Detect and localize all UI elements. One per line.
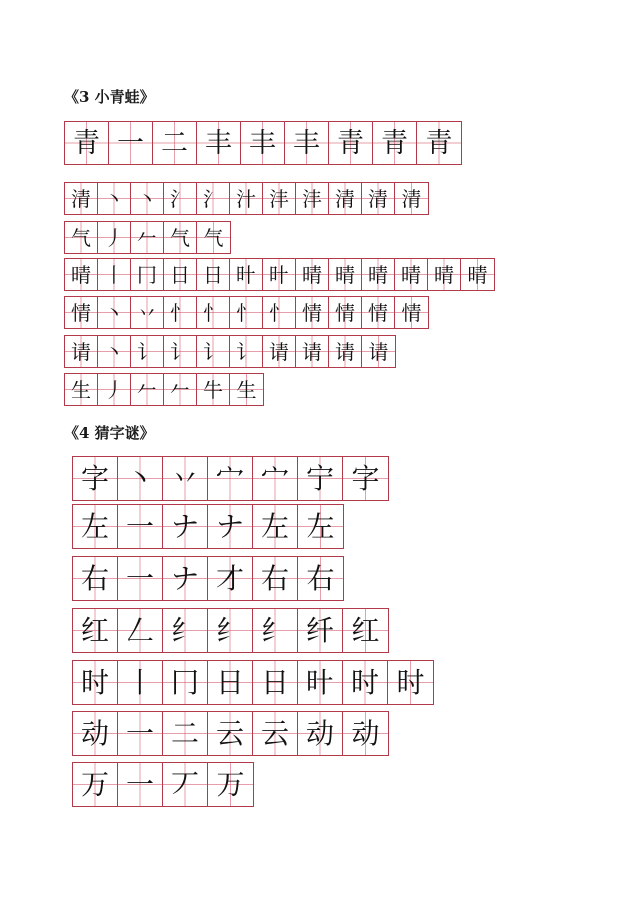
stroke-step-text: 丶 <box>104 300 124 325</box>
stroke-step-text: 丆 <box>170 767 199 801</box>
stroke-step-text: 生 <box>236 377 257 402</box>
stroke-step-text: 请 <box>368 339 389 364</box>
stroke-step-cell <box>208 763 253 806</box>
stroke-step-cell <box>373 122 417 164</box>
stroke-step-cell <box>253 505 298 548</box>
character-cell <box>65 297 98 328</box>
stroke-step-text: 旪 <box>305 665 334 699</box>
character-cell <box>65 222 98 253</box>
stroke-step-text: 青 <box>425 127 453 159</box>
stroke-step-cell <box>362 259 395 290</box>
stroke-step-text: 丰 <box>205 127 232 159</box>
stroke-step-cell <box>395 183 428 214</box>
stroke-step-text: 氵 <box>203 186 223 211</box>
stroke-step-cell <box>298 457 343 500</box>
stroke-step-cell <box>388 661 433 704</box>
stroke-step-text: 忄 <box>236 300 256 325</box>
stroke-step-cell <box>208 505 253 548</box>
stroke-step-cell <box>263 259 296 290</box>
stroke-step-text: 晴 <box>302 262 322 287</box>
stroke-step-cell <box>163 457 208 500</box>
character-cell <box>65 122 109 164</box>
stroke-step-cell <box>329 122 373 164</box>
stroke-step-cell <box>163 763 208 806</box>
stroke-order-row <box>64 182 429 215</box>
stroke-step-cell <box>329 183 362 214</box>
stroke-step-text: 云 <box>215 716 244 750</box>
stroke-order-row <box>72 504 344 549</box>
stroke-step-cell <box>197 183 230 214</box>
stroke-step-text: 时 <box>350 665 379 699</box>
stroke-step-cell <box>395 259 428 290</box>
stroke-step-cell <box>118 712 163 755</box>
stroke-step-text: 晴 <box>467 262 488 287</box>
stroke-step-text: 宀 <box>215 461 244 495</box>
character-text: 字 <box>80 461 109 495</box>
stroke-step-cell <box>298 505 343 548</box>
stroke-step-cell <box>98 259 131 290</box>
stroke-step-text: 丨 <box>104 262 124 287</box>
stroke-step-text: 一 <box>125 561 154 595</box>
stroke-order-row <box>72 456 389 501</box>
stroke-step-cell <box>164 222 197 253</box>
stroke-step-cell <box>343 457 388 500</box>
stroke-step-text: 丶 <box>125 461 154 495</box>
stroke-step-cell <box>153 122 197 164</box>
stroke-step-cell <box>98 297 131 328</box>
stroke-step-text: 冂 <box>170 665 199 699</box>
stroke-step-text: 清 <box>401 186 422 211</box>
stroke-step-cell <box>131 259 164 290</box>
stroke-step-cell <box>230 259 263 290</box>
stroke-step-cell <box>253 661 298 704</box>
stroke-step-cell <box>253 712 298 755</box>
stroke-step-text: 情 <box>401 300 422 325</box>
stroke-step-text: 二 <box>170 716 199 750</box>
character-cell <box>65 374 98 405</box>
stroke-step-cell <box>164 259 197 290</box>
stroke-step-cell <box>343 609 388 652</box>
stroke-step-cell <box>343 661 388 704</box>
stroke-step-cell <box>197 374 230 405</box>
stroke-step-text: 字 <box>351 461 380 495</box>
stroke-step-text: 丶 <box>104 339 124 364</box>
stroke-step-text: 丶 <box>137 186 157 211</box>
stroke-step-text: ナ <box>215 509 244 543</box>
stroke-step-text: 清 <box>335 186 355 211</box>
stroke-step-cell <box>208 557 253 600</box>
stroke-step-cell <box>163 505 208 548</box>
stroke-step-cell <box>296 297 329 328</box>
stroke-order-row <box>64 121 462 165</box>
stroke-step-text: 丨 <box>125 665 154 699</box>
stroke-step-cell <box>298 661 343 704</box>
stroke-step-cell <box>98 336 131 367</box>
stroke-step-cell <box>109 122 153 164</box>
stroke-step-cell <box>131 374 164 405</box>
stroke-step-cell <box>343 712 388 755</box>
character-cell <box>73 661 118 704</box>
stroke-step-text: 日 <box>203 262 223 287</box>
section-title: 《4 猜字谜》 <box>64 424 155 442</box>
stroke-step-text: 右 <box>260 561 289 595</box>
stroke-step-cell <box>230 374 263 405</box>
stroke-step-cell <box>164 183 197 214</box>
character-text: 左 <box>80 509 109 543</box>
stroke-step-cell <box>298 712 343 755</box>
stroke-step-cell <box>329 297 362 328</box>
character-cell <box>73 712 118 755</box>
stroke-step-text: 沣 <box>302 186 322 211</box>
character-cell <box>73 609 118 652</box>
character-text: 动 <box>80 716 109 750</box>
stroke-step-text: 宁 <box>305 461 334 495</box>
character-text: 晴 <box>71 262 91 287</box>
stroke-step-text: 二 <box>161 127 188 159</box>
stroke-step-cell <box>296 183 329 214</box>
stroke-step-text: 日 <box>170 262 190 287</box>
stroke-step-text: 牛 <box>203 377 223 402</box>
character-text: 万 <box>80 767 109 801</box>
stroke-step-cell <box>118 505 163 548</box>
stroke-step-cell <box>208 457 253 500</box>
stroke-step-text: 丷 <box>170 461 199 495</box>
stroke-step-cell <box>362 183 395 214</box>
stroke-step-text: 青 <box>381 127 408 159</box>
stroke-step-text: 冂 <box>137 262 157 287</box>
character-text: 红 <box>80 613 109 647</box>
stroke-step-cell <box>329 259 362 290</box>
stroke-step-cell <box>131 222 164 253</box>
stroke-step-cell <box>329 336 362 367</box>
character-cell <box>73 505 118 548</box>
stroke-step-cell <box>164 374 197 405</box>
character-text: 青 <box>73 127 100 159</box>
stroke-step-text: 氵 <box>170 186 190 211</box>
stroke-step-text: 讠 <box>203 339 223 364</box>
stroke-step-cell <box>208 661 253 704</box>
stroke-step-text: 右 <box>306 561 335 595</box>
stroke-step-text: 红 <box>351 613 380 647</box>
stroke-step-cell <box>163 609 208 652</box>
stroke-step-cell <box>417 122 461 164</box>
stroke-step-text: 丷 <box>137 300 157 325</box>
stroke-order-row <box>72 608 389 653</box>
stroke-step-text: 一 <box>125 767 154 801</box>
stroke-step-text: 丿 <box>104 377 124 402</box>
stroke-step-text: 请 <box>269 339 289 364</box>
stroke-step-text: 气 <box>203 225 224 250</box>
stroke-step-text: 日 <box>260 665 289 699</box>
stroke-step-text: 丿 <box>104 225 124 250</box>
stroke-step-cell <box>298 609 343 652</box>
stroke-step-cell <box>461 259 494 290</box>
stroke-step-text: 请 <box>302 339 322 364</box>
stroke-step-text: 青 <box>337 127 364 159</box>
stroke-step-text: 𠂉 <box>170 377 190 402</box>
character-cell <box>65 259 98 290</box>
stroke-step-text: ナ <box>170 509 199 543</box>
stroke-step-text: 纟 <box>260 613 289 647</box>
stroke-step-cell <box>131 297 164 328</box>
character-cell <box>65 183 98 214</box>
stroke-step-text: 旪 <box>269 262 289 287</box>
stroke-step-cell <box>263 183 296 214</box>
stroke-order-row <box>72 660 434 705</box>
stroke-step-text: 动 <box>351 716 380 750</box>
stroke-step-cell <box>118 557 163 600</box>
stroke-step-text: 情 <box>302 300 322 325</box>
stroke-step-text: 汁 <box>236 186 256 211</box>
stroke-step-cell <box>428 259 461 290</box>
stroke-step-text: 丶 <box>104 186 124 211</box>
stroke-step-cell <box>197 122 241 164</box>
stroke-order-row <box>72 556 344 601</box>
stroke-step-cell <box>362 336 395 367</box>
stroke-step-cell <box>197 259 230 290</box>
section-title: 《3 小青蛙》 <box>64 88 155 106</box>
stroke-step-text: 讠 <box>137 339 157 364</box>
stroke-step-text: 一 <box>125 716 154 750</box>
stroke-step-text: 云 <box>260 716 289 750</box>
character-text: 情 <box>71 300 91 325</box>
stroke-step-cell <box>118 763 163 806</box>
stroke-step-text: 纤 <box>305 613 334 647</box>
stroke-step-text: 𠂉 <box>137 225 157 250</box>
stroke-step-cell <box>197 222 230 253</box>
stroke-step-cell <box>98 183 131 214</box>
stroke-step-text: 纟 <box>215 613 244 647</box>
stroke-step-text: 情 <box>335 300 355 325</box>
stroke-order-row <box>64 221 231 254</box>
stroke-step-cell <box>163 712 208 755</box>
stroke-step-text: 一 <box>117 127 144 159</box>
stroke-step-text: 旪 <box>236 262 256 287</box>
stroke-step-cell <box>118 457 163 500</box>
stroke-step-cell <box>296 259 329 290</box>
character-cell <box>73 557 118 600</box>
stroke-order-row <box>64 258 495 291</box>
stroke-step-text: 晴 <box>434 262 454 287</box>
stroke-step-text: 气 <box>170 225 190 250</box>
stroke-step-cell <box>208 609 253 652</box>
character-text: 生 <box>71 377 91 402</box>
stroke-step-cell <box>98 374 131 405</box>
stroke-step-text: 丰 <box>293 127 320 159</box>
stroke-step-cell <box>230 297 263 328</box>
stroke-step-cell <box>253 557 298 600</box>
stroke-step-text: 才 <box>215 561 244 595</box>
character-cell <box>73 763 118 806</box>
stroke-step-text: 讠 <box>170 339 190 364</box>
stroke-step-cell <box>98 222 131 253</box>
stroke-step-cell <box>164 297 197 328</box>
stroke-step-cell <box>131 336 164 367</box>
stroke-step-text: 纟 <box>170 613 199 647</box>
stroke-step-text: 讠 <box>236 339 256 364</box>
stroke-step-text: 情 <box>368 300 388 325</box>
stroke-step-cell <box>241 122 285 164</box>
stroke-step-text: 丰 <box>249 127 276 159</box>
stroke-step-cell <box>263 336 296 367</box>
stroke-step-text: 日 <box>215 665 244 699</box>
stroke-step-text: 忄 <box>203 300 223 325</box>
stroke-step-cell <box>131 183 164 214</box>
stroke-step-text: 𠂉 <box>137 377 157 402</box>
stroke-step-text: 左 <box>260 509 289 543</box>
stroke-step-text: 万 <box>216 767 245 801</box>
stroke-step-cell <box>296 336 329 367</box>
stroke-step-text: 忄 <box>269 300 289 325</box>
stroke-step-text: 忄 <box>170 300 190 325</box>
stroke-step-cell <box>208 712 253 755</box>
stroke-step-cell <box>164 336 197 367</box>
stroke-step-cell <box>263 297 296 328</box>
stroke-step-cell <box>118 661 163 704</box>
stroke-step-text: 清 <box>368 186 388 211</box>
stroke-step-text: 一 <box>125 509 154 543</box>
stroke-order-row <box>64 296 429 329</box>
stroke-step-cell <box>285 122 329 164</box>
stroke-step-text: 左 <box>306 509 335 543</box>
stroke-step-cell <box>253 457 298 500</box>
stroke-step-text: ナ <box>170 561 199 595</box>
stroke-step-cell <box>118 609 163 652</box>
character-text: 气 <box>71 225 91 250</box>
stroke-step-cell <box>230 336 263 367</box>
stroke-step-text: 动 <box>305 716 334 750</box>
stroke-step-cell <box>197 336 230 367</box>
stroke-step-cell <box>163 557 208 600</box>
stroke-order-row <box>72 711 389 756</box>
stroke-step-cell <box>163 661 208 704</box>
character-text: 清 <box>71 186 91 211</box>
stroke-step-text: 时 <box>396 665 425 699</box>
stroke-order-row <box>64 335 396 368</box>
character-cell <box>73 457 118 500</box>
stroke-step-cell <box>253 609 298 652</box>
stroke-step-text: 晴 <box>335 262 355 287</box>
character-text: 请 <box>71 339 91 364</box>
character-text: 时 <box>80 665 109 699</box>
stroke-step-text: 请 <box>335 339 355 364</box>
stroke-step-text: 𠃋 <box>125 613 154 647</box>
stroke-step-text: 沣 <box>269 186 289 211</box>
stroke-step-text: 宀 <box>260 461 289 495</box>
stroke-order-row <box>64 373 264 406</box>
character-cell <box>65 336 98 367</box>
stroke-step-cell <box>362 297 395 328</box>
stroke-step-text: 晴 <box>401 262 421 287</box>
stroke-step-text: 晴 <box>368 262 388 287</box>
stroke-order-row <box>72 762 254 807</box>
stroke-step-cell <box>298 557 343 600</box>
stroke-step-cell <box>197 297 230 328</box>
character-text: 右 <box>80 561 109 595</box>
stroke-step-cell <box>230 183 263 214</box>
stroke-step-cell <box>395 297 428 328</box>
